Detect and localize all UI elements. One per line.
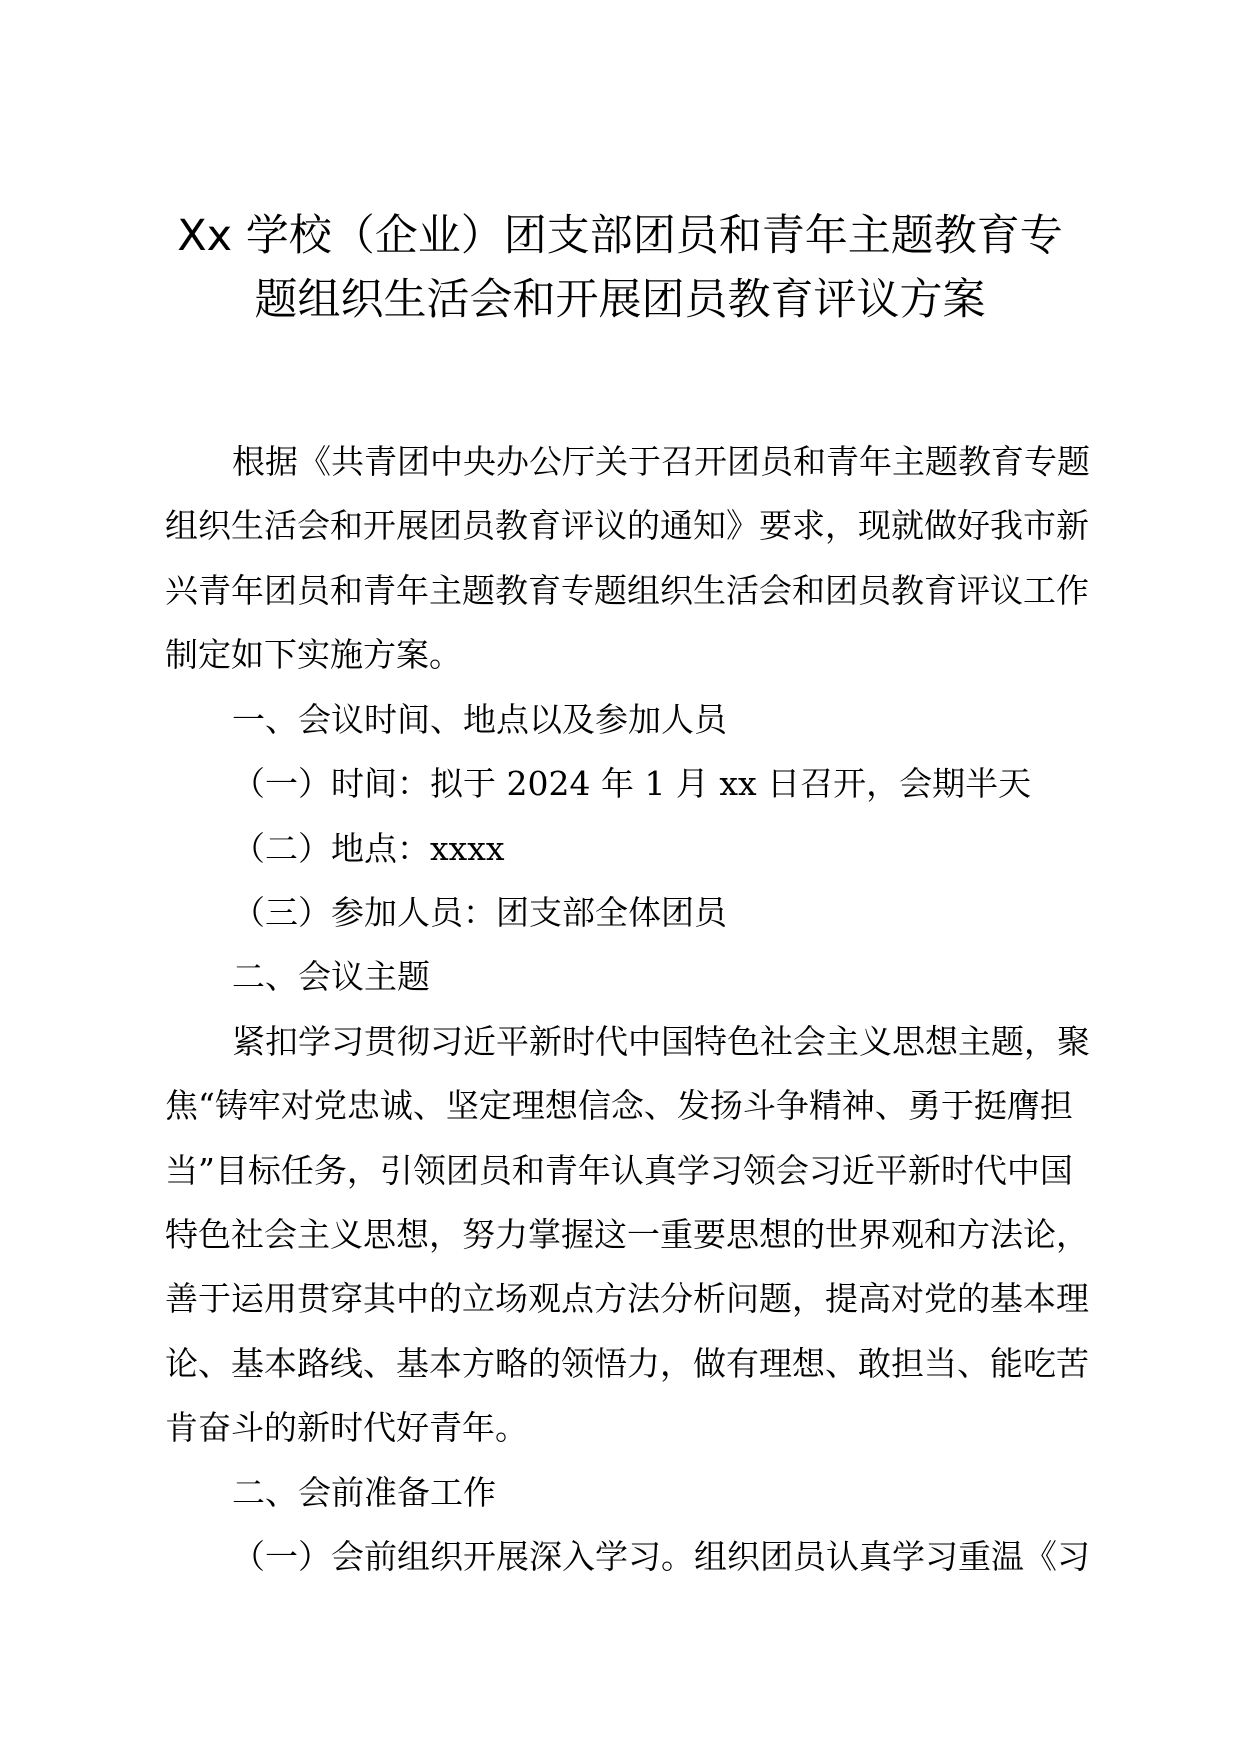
theme-line-4: 特色社会主义思想，努力掌握这一重要思想的世界观和方法论， (165, 1215, 1089, 1254)
meeting-time: （一）时间：拟于 2024 年 1 月 xx 日召开，会期半天 (232, 764, 1032, 803)
body-line-4: 制定如下实施方案。 (165, 635, 462, 674)
theme-line-2: 焦“铸牢对党忠诚、坚定理想信念、发扬斗争精神、勇于挺膺担 (165, 1086, 1073, 1125)
document-title-line-2: 题组织生活会和开展团员教育评议方案 (254, 275, 986, 325)
theme-line-1: 紧扣学习贯彻习近平新时代中国特色社会主义思想主题，聚 (232, 1022, 1090, 1061)
theme-line-3: 当”目标任务，引领团员和青年认真学习领会习近平新时代中国 (165, 1151, 1073, 1190)
theme-line-5: 善于运用贯穿其中的立场观点方法分析问题，提高对党的基本理 (165, 1279, 1089, 1318)
preparation-line-1: （一）会前组织开展深入学习。组织团员认真学习重温《习 (232, 1537, 1090, 1576)
section-heading-3: 二、会前准备工作 (232, 1473, 496, 1512)
document-title-line-1: Xx 学校（企业）团支部团员和青年主题教育专 (177, 211, 1063, 261)
theme-line-6: 论、基本路线、基本方略的领悟力，做有理想、敢担当、能吃苦 (165, 1344, 1089, 1383)
meeting-location: （二）地点：xxxx (232, 829, 505, 868)
body-line-2: 组织生活会和开展团员教育评议的通知》要求，现就做好我市新 (165, 506, 1089, 545)
meeting-attendees: （三）参加人员：团支部全体团员 (232, 893, 727, 932)
body-line-3: 兴青年团员和青年主题教育专题组织生活会和团员教育评议工作 (165, 571, 1089, 610)
theme-line-7: 肯奋斗的新时代好青年。 (165, 1408, 528, 1447)
section-heading-2: 二、会议主题 (232, 957, 430, 996)
section-heading-1: 一、会议时间、地点以及参加人员 (232, 700, 727, 739)
body-line-1: 根据《共青团中央办公厅关于召开团员和青年主题教育专题 (232, 442, 1090, 481)
